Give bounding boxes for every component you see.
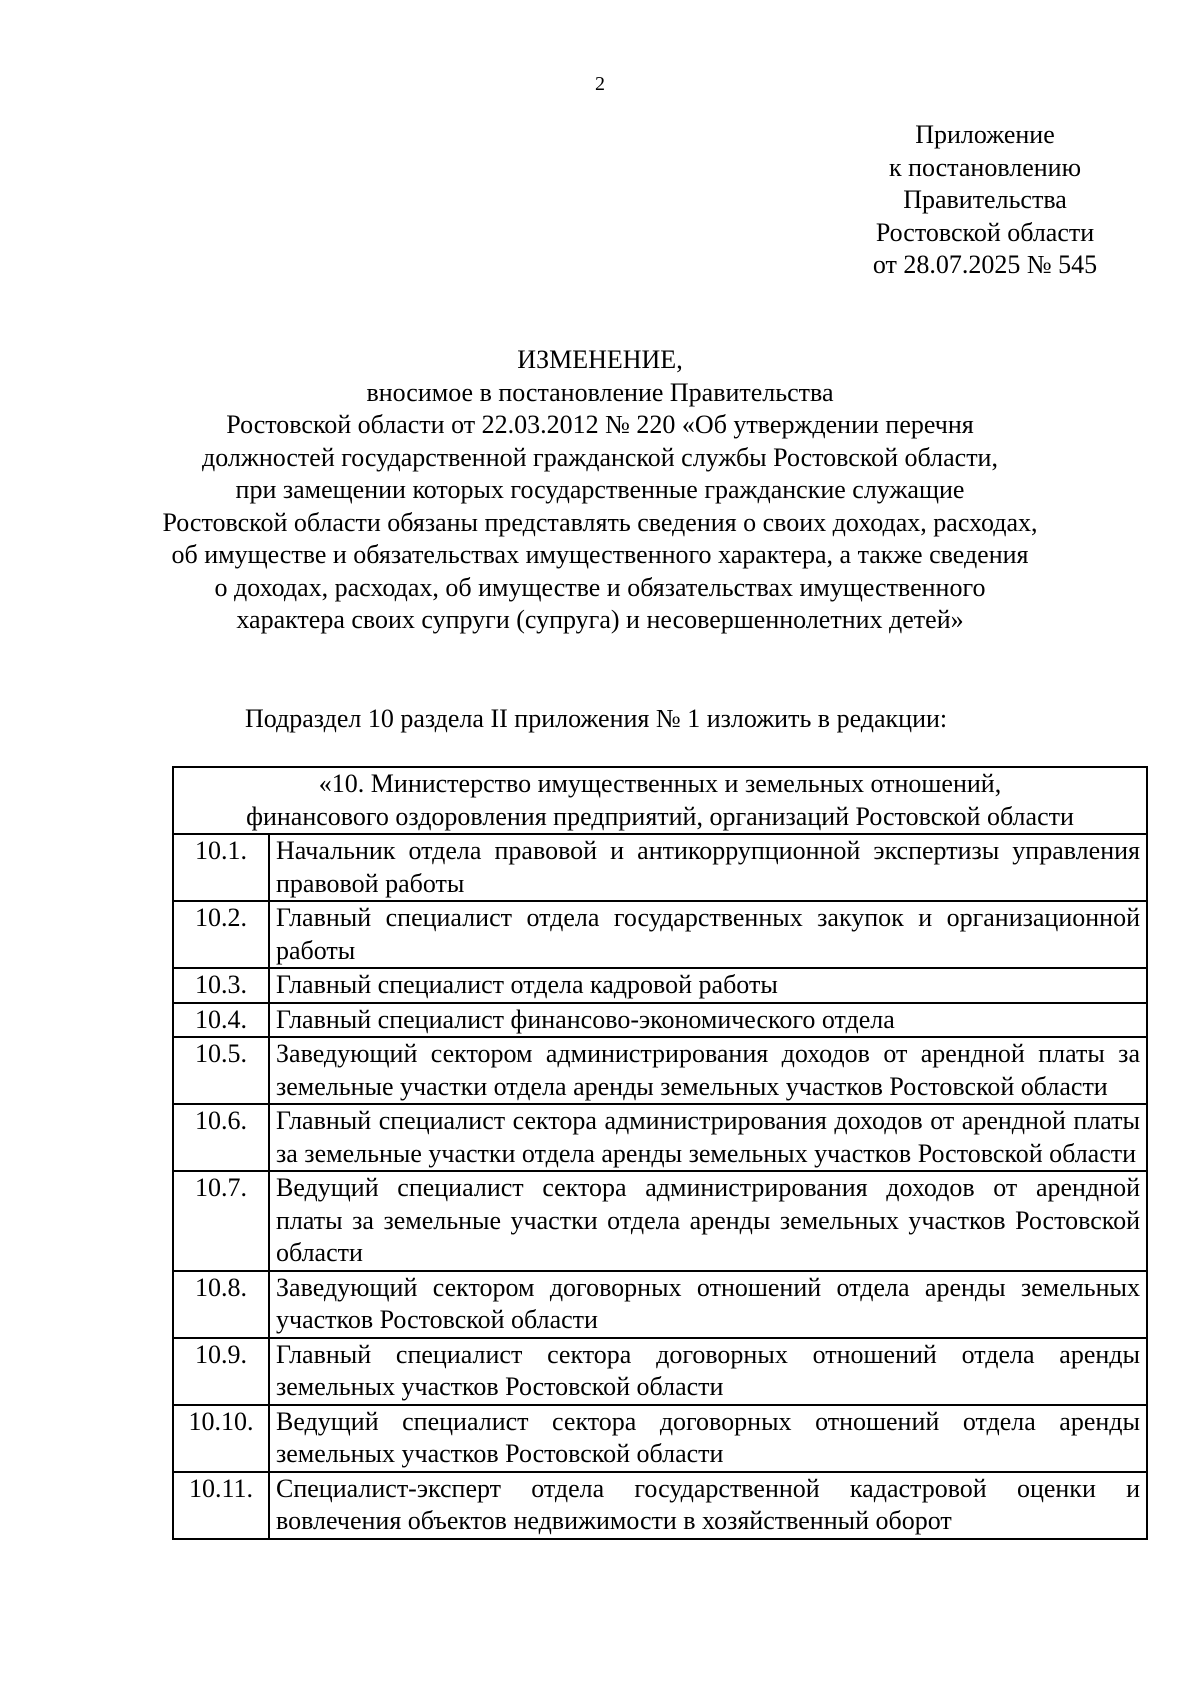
heading-line: Ростовской области обязаны представлять сведения о своих доходах, расходах, xyxy=(162,507,1038,537)
appendix-line: Правительства xyxy=(903,185,1067,214)
heading-line: характера своих супруги (супруга) и несовершеннолетних детей» xyxy=(236,605,964,634)
section-header-row xyxy=(173,767,1147,834)
position-name: Начальник отдела правовой и антикоррупционной экспертизы управления правовой работы xyxy=(269,834,1147,901)
table-row xyxy=(173,1003,1147,1038)
position-name: Главный специалист сектора администрирования доходов от арендной платы за земельные участки отдела аренды земельных участков Ростовской области xyxy=(269,1104,1147,1171)
heading-line: о доходах, расходах, об имуществе и обязательствах имущественного xyxy=(214,572,986,602)
heading-line: вносимое в постановление Правительства xyxy=(366,377,834,407)
appendix-line: Приложение xyxy=(915,120,1055,149)
intro-paragraph: Подраздел 10 раздела II приложения № 1 изложить в редакции: xyxy=(245,704,948,733)
section-title-line: финансового оздоровления предприятий, организаций Ростовской области xyxy=(246,801,1074,831)
heading-line: должностей государственной гражданской службы Ростовской области, xyxy=(202,442,998,472)
table-row xyxy=(173,1271,1147,1338)
row-number: 10.6. xyxy=(173,1104,269,1171)
position-name: Главный специалист отдела государственных закупок и организационной работы xyxy=(269,901,1147,968)
position-name: Заведующий сектором администрирования доходов от арендной платы за земельные участки отдела аренды земельных участков Ростовской области xyxy=(269,1037,1147,1104)
appendix-block xyxy=(840,119,1130,282)
row-number: 10.3. xyxy=(173,968,269,1003)
row-number: 10.10. xyxy=(173,1405,269,1472)
section-title-line: «10. Министерство имущественных и земельных отношений, xyxy=(318,769,1002,798)
document-heading xyxy=(0,344,1200,637)
page-number: 2 xyxy=(595,73,605,95)
appendix-line: Ростовской области xyxy=(875,217,1095,247)
position-name: Главный специалист сектора договорных отношений отдела аренды земельных участков Ростовской области xyxy=(269,1338,1147,1405)
row-number: 10.7. xyxy=(173,1171,269,1271)
row-number: 10.11. xyxy=(173,1472,269,1539)
table-row xyxy=(173,968,1147,1003)
table-row xyxy=(173,901,1147,968)
heading-line: Ростовской области от 22.03.2012 № 220 «Об утверждении перечня xyxy=(226,410,974,439)
table-row xyxy=(173,1405,1147,1472)
row-number: 10.8. xyxy=(173,1271,269,1338)
appendix-line: к постановлению xyxy=(888,152,1082,182)
table-row xyxy=(173,1037,1147,1104)
position-name: Заведующий сектором договорных отношений отдела аренды земельных участков Ростовской области xyxy=(269,1271,1147,1338)
row-number: 10.2. xyxy=(173,901,269,968)
heading-title: ИЗМЕНЕНИЕ, xyxy=(517,345,683,374)
row-number: 10.5. xyxy=(173,1037,269,1104)
heading-line: при замещении которых государственные гражданские служащие xyxy=(235,475,965,504)
table-row xyxy=(173,1472,1147,1539)
position-name: Ведущий специалист сектора договорных отношений отдела аренды земельных участков Ростовской области xyxy=(269,1405,1147,1472)
heading-line: об имуществе и обязательствах имущественного характера, а также сведения xyxy=(171,540,1029,569)
section-title xyxy=(173,767,1147,834)
table-row xyxy=(173,1171,1147,1271)
table-row xyxy=(173,1104,1147,1171)
row-number: 10.9. xyxy=(173,1338,269,1405)
position-name: Главный специалист отдела кадровой работы xyxy=(269,968,1147,1003)
appendix-date-number: от 28.07.2025 № 545 xyxy=(872,250,1098,279)
row-number: 10.1. xyxy=(173,834,269,901)
position-name: Ведущий специалист сектора администрирования доходов от арендной платы за земельные участки отдела аренды земельных участков Ростовской области xyxy=(269,1171,1147,1271)
positions-table xyxy=(172,766,1148,1540)
position-name: Главный специалист финансово-экономического отдела xyxy=(269,1003,1147,1038)
row-number: 10.4. xyxy=(173,1003,269,1038)
position-name: Специалист-эксперт отдела государственной кадастровой оценки и вовлечения объектов недвижимости в хозяйственный оборот xyxy=(269,1472,1147,1539)
table-row xyxy=(173,1338,1147,1405)
table-row xyxy=(173,834,1147,901)
